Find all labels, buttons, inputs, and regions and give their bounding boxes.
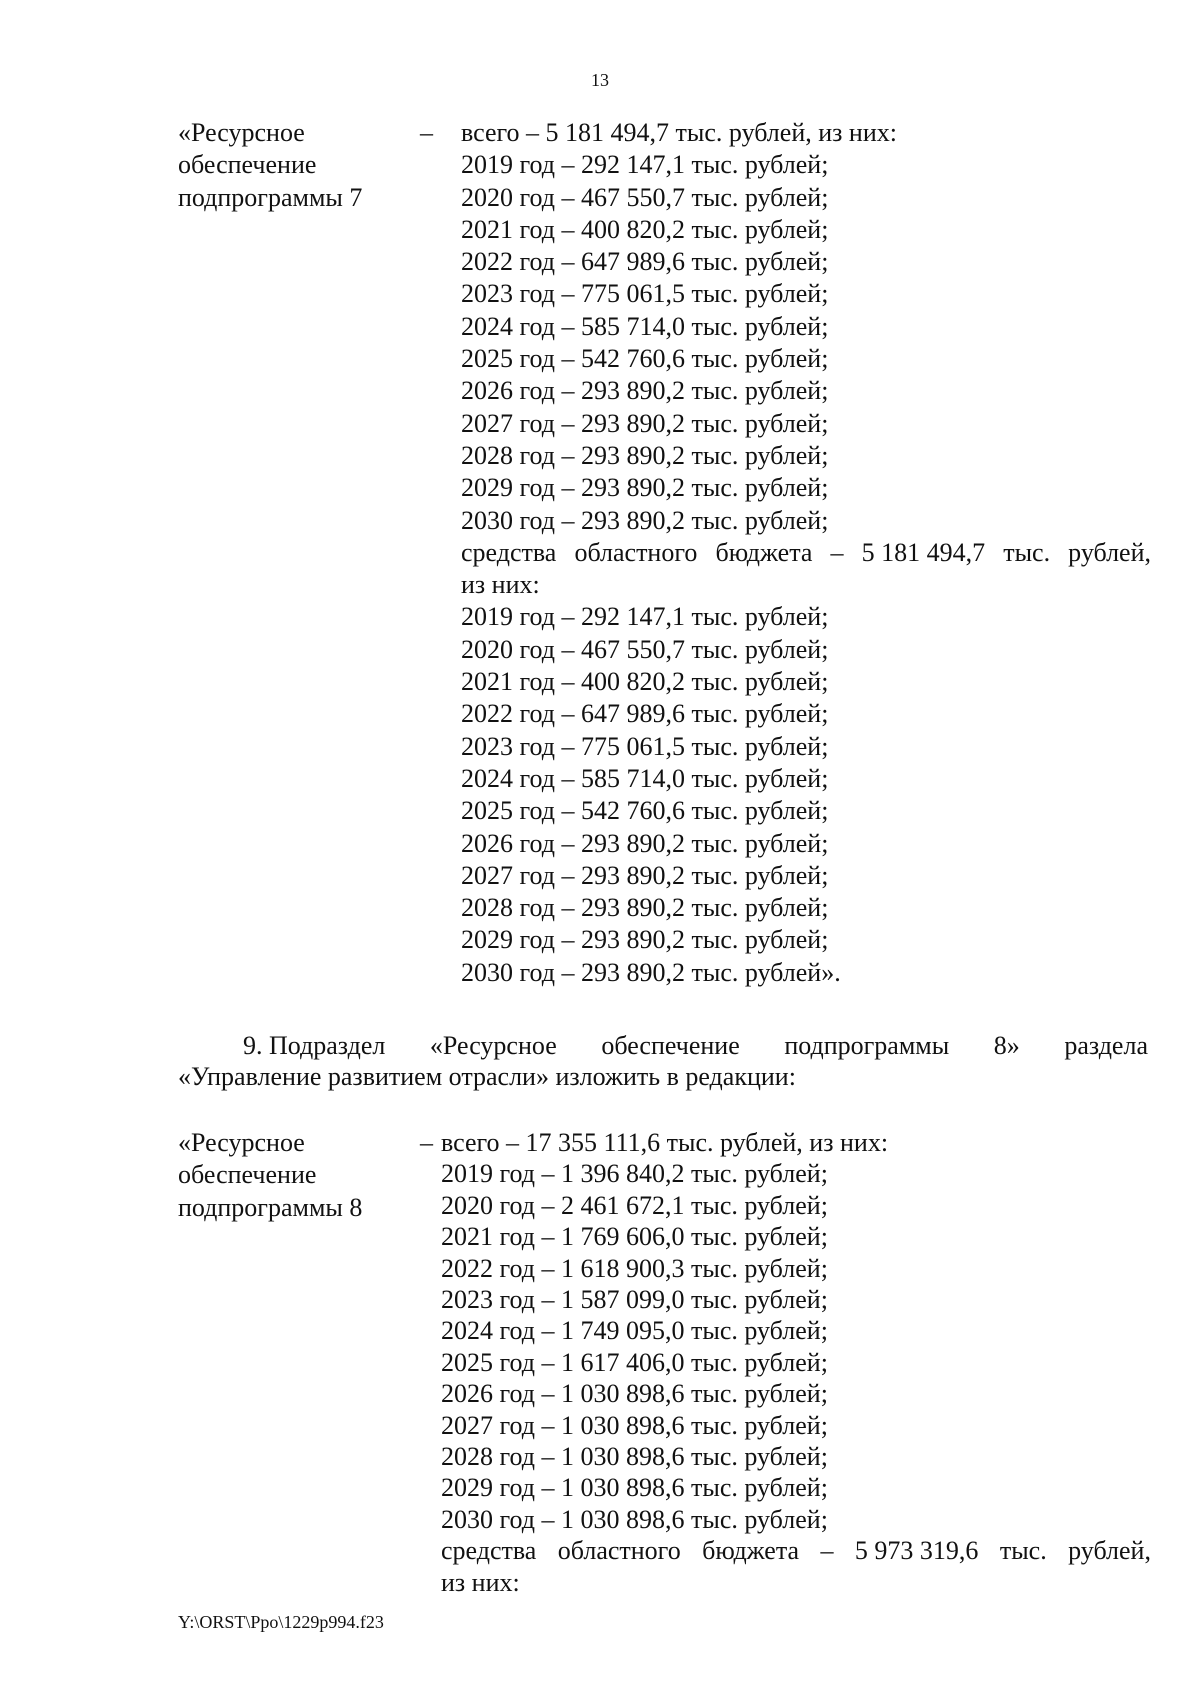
total-line: всего – 17 355 111,6 тыс. рублей, из них: <box>441 1128 889 1157</box>
paragraph-word: подпрограммы <box>784 1031 950 1060</box>
label-dash: – <box>420 1128 433 1157</box>
label-line: обеспечение <box>178 1160 317 1190</box>
budget-line <box>461 537 1151 569</box>
year-line: 2020 год – 467 550,7 тыс. рублей; <box>461 182 829 212</box>
year-line: 2024 год – 585 714,0 тыс. рублей; <box>461 311 829 341</box>
budget-year-line: 2019 год – 292 147,1 тыс. рублей; <box>461 602 829 632</box>
year-line: 2026 год – 1 030 898,6 тыс. рублей; <box>441 1379 828 1409</box>
footer-file-path: Y:\ORST\Ppo\1229p994.f23 <box>178 1612 384 1632</box>
budget-year-line: 2029 год – 293 890,2 тыс. рублей; <box>461 925 829 955</box>
year-line: 2028 год – 1 030 898,6 тыс. рублей; <box>441 1442 828 1472</box>
paragraph-line: «Управление развитием отрасли» изложить в редакции: <box>178 1062 796 1091</box>
budget-word: бюджета <box>702 1536 800 1566</box>
label-line: подпрограммы 7 <box>178 182 363 212</box>
label-line: «Ресурсное <box>178 1128 305 1157</box>
year-line: 2019 год – 292 147,1 тыс. рублей; <box>461 150 829 180</box>
label-line: подпрограммы 8 <box>178 1192 363 1222</box>
budget-year-line: 2020 год – 467 550,7 тыс. рублей; <box>461 634 829 664</box>
paragraph-word: 9. Подраздел <box>243 1031 386 1060</box>
paragraph-word: 8» <box>993 1031 1020 1060</box>
year-line: 2027 год – 1 030 898,6 тыс. рублей; <box>441 1410 828 1440</box>
year-line: 2022 год – 1 618 900,3 тыс. рублей; <box>441 1253 828 1283</box>
budget-year-line: 2025 год – 542 760,6 тыс. рублей; <box>461 796 829 826</box>
year-line: 2025 год – 1 617 406,0 тыс. рублей; <box>441 1347 828 1377</box>
budget-year-line: 2022 год – 647 989,6 тыс. рублей; <box>461 699 829 729</box>
budget-tail: из них: <box>461 570 540 600</box>
label-dash: – <box>420 118 433 147</box>
budget-tail: из них: <box>441 1567 520 1597</box>
budget-word: рублей, <box>1068 1536 1151 1566</box>
budget-word: тыс. <box>999 1536 1047 1566</box>
budget-word: 5 973 319,6 <box>854 1536 979 1566</box>
year-line: 2023 год – 775 061,5 тыс. рублей; <box>461 279 829 309</box>
year-line: 2022 год – 647 989,6 тыс. рублей; <box>461 247 829 277</box>
budget-year-line: 2027 год – 293 890,2 тыс. рублей; <box>461 860 829 890</box>
paragraph-word: «Ресурсное <box>429 1031 557 1060</box>
year-line: 2026 год – 293 890,2 тыс. рублей; <box>461 376 829 406</box>
year-line: 2021 год – 400 820,2 тыс. рублей; <box>461 214 829 244</box>
year-line: 2027 год – 293 890,2 тыс. рублей; <box>461 408 829 438</box>
paragraph-line <box>178 1030 1148 1061</box>
year-line: 2030 год – 1 030 898,6 тыс. рублей; <box>441 1504 828 1534</box>
budget-word: областного <box>557 1536 681 1566</box>
budget-year-line: 2023 год – 775 061,5 тыс. рублей; <box>461 731 829 761</box>
budget-year-line: 2026 год – 293 890,2 тыс. рублей; <box>461 828 829 858</box>
paragraph-word: обеспечение <box>601 1031 740 1060</box>
year-line: 2020 год – 2 461 672,1 тыс. рублей; <box>441 1190 828 1220</box>
year-line: 2025 год – 542 760,6 тыс. рублей; <box>461 344 829 374</box>
budget-word: средства <box>461 537 557 567</box>
block-label <box>178 1127 398 1224</box>
total-line: всего – 5 181 494,7 тыс. рублей, из них: <box>461 118 897 147</box>
budget-word: областного <box>574 537 698 567</box>
year-line: 2029 год – 1 030 898,6 тыс. рублей; <box>441 1473 828 1503</box>
budget-word: бюджета <box>715 537 813 567</box>
year-line: 2030 год – 293 890,2 тыс. рублей; <box>461 505 829 535</box>
budget-word: средства <box>441 1536 537 1566</box>
year-line: 2023 год – 1 587 099,0 тыс. рублей; <box>441 1285 828 1315</box>
label-line: «Ресурсное <box>178 118 305 147</box>
block-values <box>461 117 1151 989</box>
budget-word: тыс. <box>1003 537 1051 567</box>
block-values <box>441 1127 1151 1598</box>
budget-year-line: 2021 год – 400 820,2 тыс. рублей; <box>461 667 829 697</box>
block-label <box>178 117 398 214</box>
budget-year-line: 2024 год – 585 714,0 тыс. рублей; <box>461 763 829 793</box>
year-line: 2028 год – 293 890,2 тыс. рублей; <box>461 440 829 470</box>
budget-word: рублей, <box>1068 537 1151 567</box>
paragraph-9 <box>178 1030 1148 1092</box>
budget-year-line: 2028 год – 293 890,2 тыс. рублей; <box>461 893 829 923</box>
budget-word: 5 181 494,7 <box>861 537 986 567</box>
paragraph-word: раздела <box>1064 1031 1148 1060</box>
page-number: 13 <box>591 70 609 90</box>
year-line: 2021 год – 1 769 606,0 тыс. рублей; <box>441 1222 828 1252</box>
budget-word: – <box>830 537 844 567</box>
year-line: 2019 год – 1 396 840,2 тыс. рублей; <box>441 1159 828 1189</box>
budget-line <box>441 1535 1151 1566</box>
budget-word: – <box>820 1536 834 1566</box>
label-line: обеспечение <box>178 150 317 180</box>
year-line: 2024 год – 1 749 095,0 тыс. рублей; <box>441 1316 828 1346</box>
budget-year-line: 2030 год – 293 890,2 тыс. рублей». <box>461 957 841 987</box>
year-line: 2029 год – 293 890,2 тыс. рублей; <box>461 473 829 503</box>
